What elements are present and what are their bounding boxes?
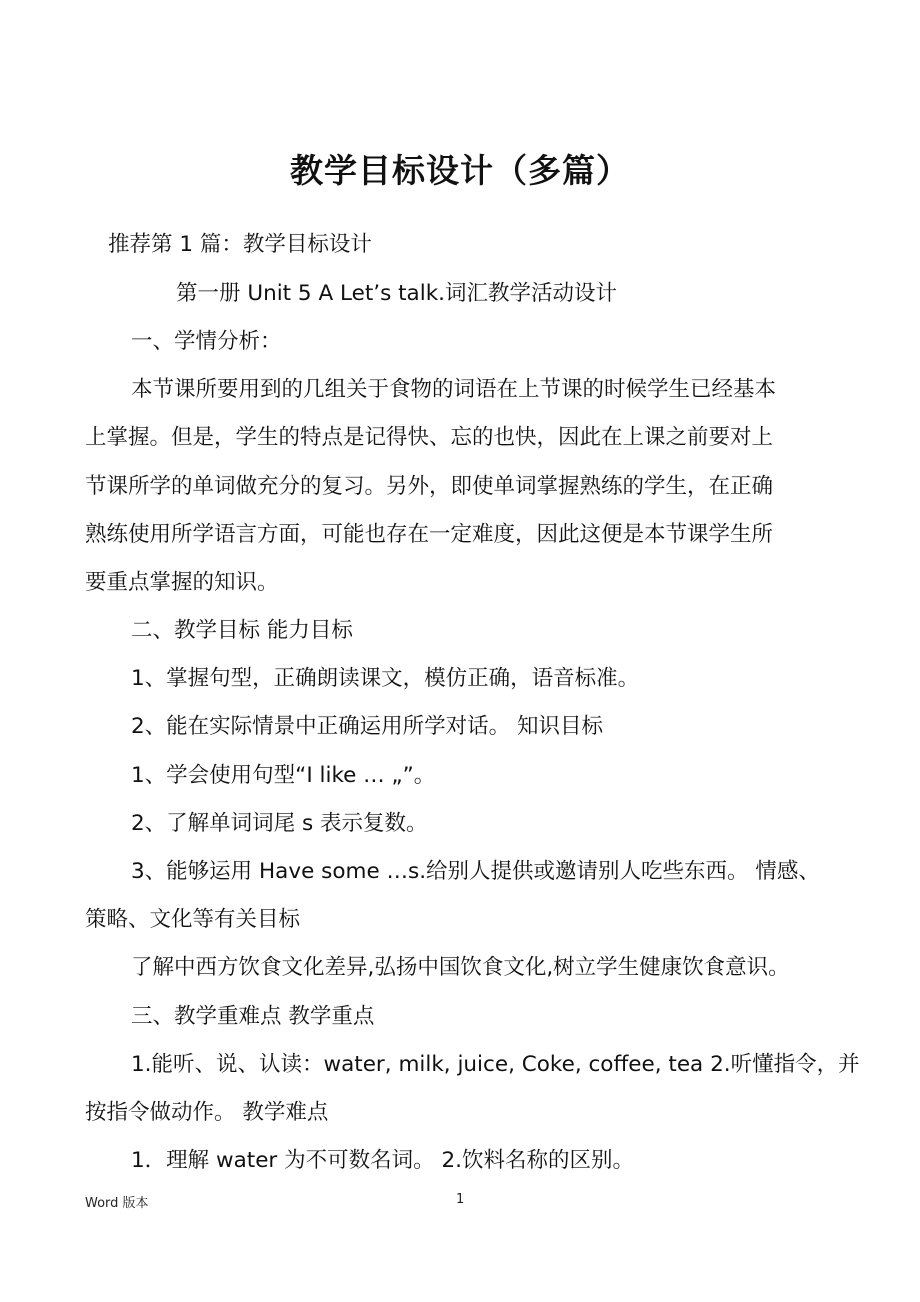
heading-key-points: 三、教学重难点 教学重点 — [131, 1004, 375, 1029]
list-item: 3、能够运用 Have some …s.给别人提供或邀请别人吃些东西。 情感、 — [131, 859, 820, 884]
footer-word-version: Word 版本 — [85, 1196, 149, 1211]
list-item: 2、能在实际情景中正确运用所学对话。 知识目标 — [131, 714, 604, 739]
paragraph-line: 节课所学的单词做充分的复习。另外，即使单词掌握熟练的学生，在正确 — [85, 474, 774, 499]
document-title: 教学目标设计（多篇） — [290, 151, 630, 190]
paragraph-line: 上掌握。但是，学生的特点是记得快、忘的也快，因此在上课之前要对上 — [85, 425, 774, 450]
recommend-heading: 推荐第 1 篇：教学目标设计 — [108, 232, 372, 257]
paragraph-line: 了解中西方饮食文化差异,弘扬中国饮食文化,树立学生健康饮食意识。 — [131, 955, 790, 980]
list-item: 1、掌握句型，正确朗读课文，模仿正确，语音标准。 — [131, 666, 640, 691]
page-number: 1 — [456, 1192, 465, 1207]
heading-teaching-goals: 二、教学目标 能力目标 — [131, 618, 353, 643]
paragraph-line: 本节课所要用到的几组关于食物的词语在上节课的时候学生已经基本 — [131, 377, 777, 402]
paragraph-line: 熟练使用所学语言方面，可能也存在一定难度，因此这便是本节课学生所 — [85, 522, 774, 547]
list-item: 1、学会使用句型“I like … „”。 — [131, 763, 436, 788]
section-subtitle: 第一册 Unit 5 A Let’s talk.词汇教学活动设计 — [176, 281, 617, 306]
list-item: 2、了解单词词尾 s 表示复数。 — [131, 811, 428, 836]
paragraph-line: 策略、文化等有关目标 — [85, 907, 301, 932]
paragraph-line: 要重点掌握的知识。 — [85, 570, 279, 595]
list-item: 1．理解 water 为不可数名词。 2.饮料名称的区别。 — [131, 1148, 634, 1173]
heading-learning-analysis: 一、学情分析： — [131, 329, 282, 354]
paragraph-line: 按指令做动作。 教学难点 — [85, 1100, 329, 1125]
list-item: 1.能听、说、认读：water, milk, juice, Coke, coffee, tea 2.听懂指令，并 — [131, 1052, 860, 1077]
